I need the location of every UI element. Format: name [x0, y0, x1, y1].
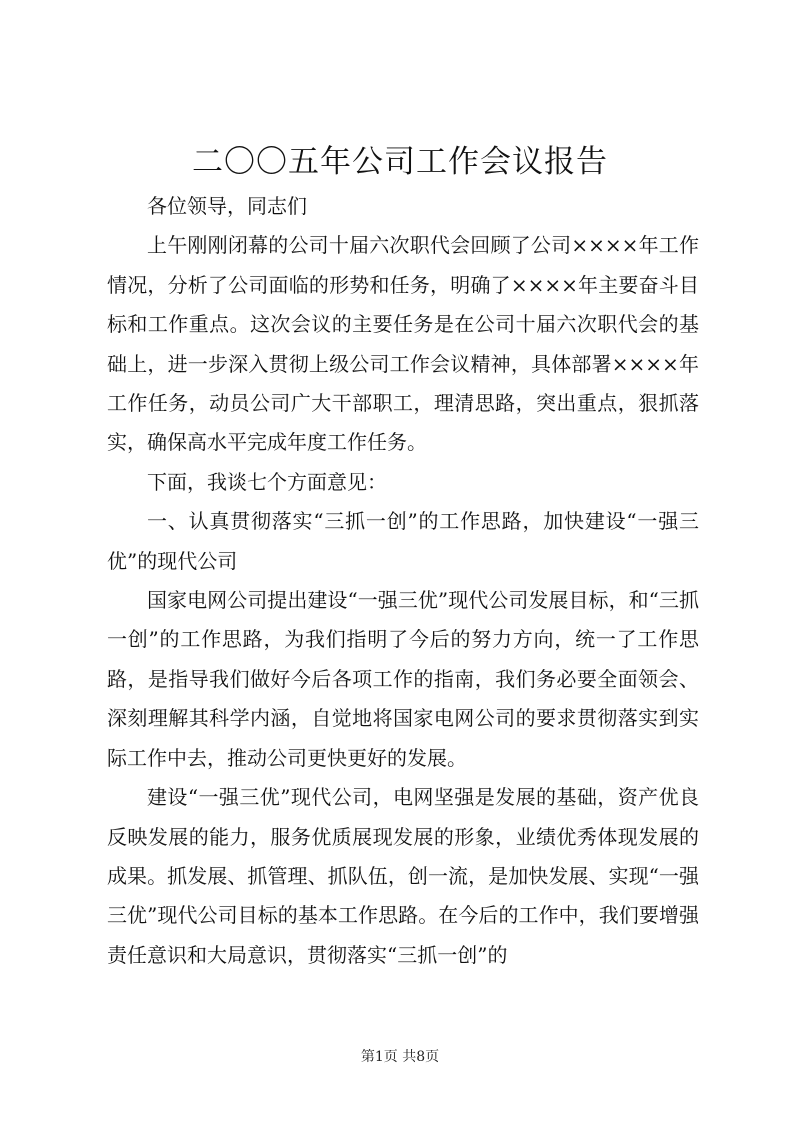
salutation-paragraph: 各位领导，同志们: [147, 194, 307, 218]
intro-paragraph: 上午刚刚闭幕的公司十届六次职代会回顾了公司××××年工作情况，分析了公司面临的形势和任务，明确了××××年主要奋斗目标和工作重点。这次会议的主要任务是在公司十届六次职代会的基础上，进一步深入贯彻上级公司工作会议精神，具体部署××××年工作任务，动员公司广大干部职工，理清思路，突出重点，狠抓落实，确保高水平完成年度工作任务。: [107, 233, 699, 455]
page-number-footer: 第1页 共8页: [360, 1049, 440, 1065]
body-paragraph: 国家电网公司提出建设“一强三优”现代公司发展目标，和“三抓一创”的工作思路，为我们指明了今后的努力方向，统一了工作思路，是指导我们做好今后各项工作的指南，我们务必要全面领会、深刻理解其科学内涵，自觉地将国家电网公司的要求贯彻落实到实际工作中去，推动公司更快更好的发展。: [107, 588, 699, 770]
document-title: 二〇〇五年公司工作会议报告: [192, 144, 608, 180]
section-heading-1: 一、认真贯彻落实“三抓一创”的工作思路，加快建设“一强三优”的现代公司: [107, 509, 699, 573]
document-body: [107, 187, 699, 975]
outline-paragraph: 下面，我谈七个方面意见：: [147, 469, 387, 494]
body-paragraph: 建设“一强三优”现代公司，电网坚强是发展的基础，资产优良反映发展的能力，服务优质展现发展的形象，业绩优秀体现发展的成果。抓发展、抓管理、抓队伍，创一流，是加快发展、实现“一强三优”现代公司目标的基本工作思路。在今后的工作中，我们要增强责任意识和大局意识，贯彻落实“三抓一创”的: [107, 785, 699, 967]
